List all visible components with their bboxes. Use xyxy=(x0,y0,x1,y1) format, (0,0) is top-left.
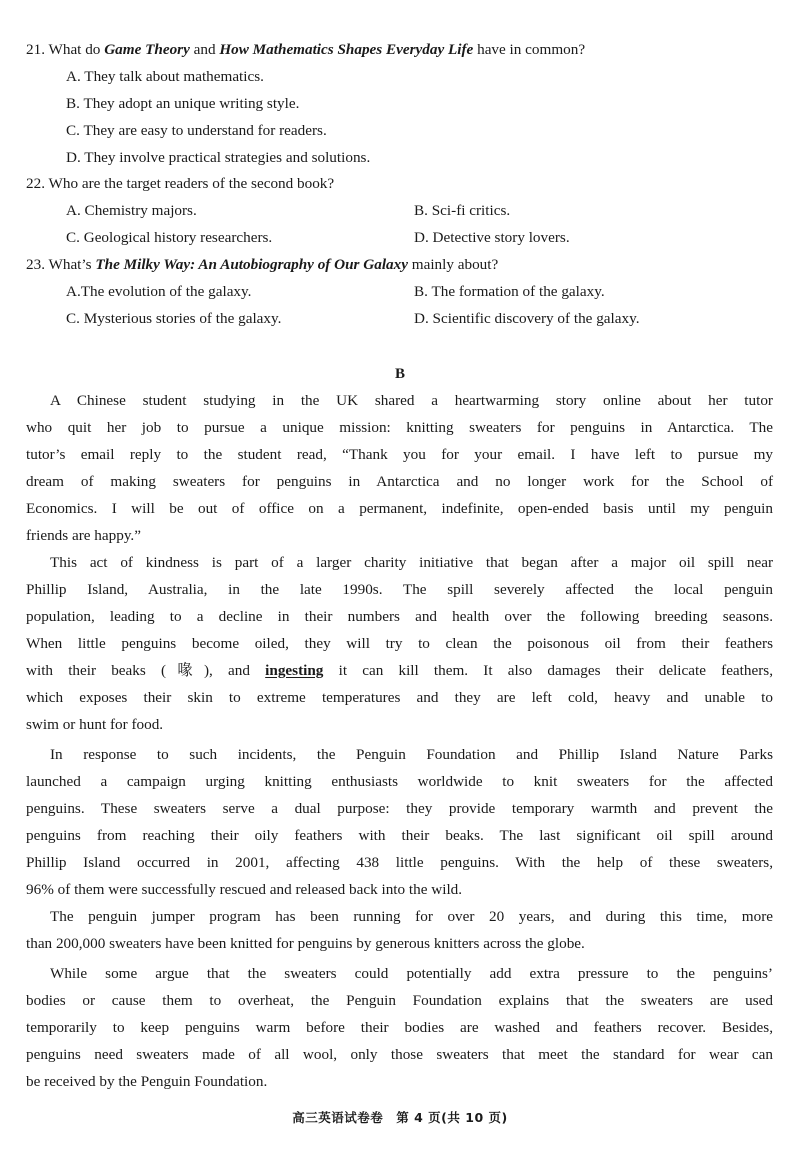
book-title-game-theory: Game Theory xyxy=(104,41,190,58)
stem-text: Who are the target readers of the second book? xyxy=(48,175,335,192)
book-title-how-mathematics: How Mathematics Shapes Everyday Life xyxy=(219,41,474,58)
passage-line: Economics. I will be out of office on a permanent, indefinite, open-ended basis until my penguin xyxy=(26,500,773,517)
question-number: 21. xyxy=(26,41,45,58)
passage-line: swim or hunt for food. xyxy=(26,716,164,733)
passage-line xyxy=(26,661,773,681)
passage-line: temporarily to keep penguins warm before their bodies are washed and feathers recover. Besides, xyxy=(26,1019,773,1036)
passage-line: penguins need sweaters made of all wool, only those sweaters that meet the standard for wear can xyxy=(26,1046,773,1063)
question-23-stem xyxy=(26,255,498,275)
question-22-stem xyxy=(26,174,334,194)
page-footer: 高三英语试卷卷 第 4 页(共 10 页) xyxy=(292,1110,508,1125)
passage-line: The penguin jumper program has been running for over 20 years, and during this time, more xyxy=(50,908,773,925)
stem-text: mainly about? xyxy=(407,256,499,273)
passage-line: When little penguins become oiled, they will try to clean the poisonous oil from their feathers xyxy=(26,635,773,652)
question-23-option-a: A.The evolution of the galaxy. xyxy=(66,283,252,300)
passage-line: than 200,000 sweaters have been knitted for penguins by generous knitters across the globe. xyxy=(26,935,585,952)
passage-line: In response to such incidents, the Penguin Foundation and Phillip Island Nature Parks xyxy=(50,746,773,763)
question-22-option-a: A. Chemistry majors. xyxy=(66,202,197,219)
question-21-option-c: C. They are easy to understand for readers. xyxy=(66,122,327,139)
question-23-option-d: D. Scientific discovery of the galaxy. xyxy=(414,310,640,327)
passage-line: dream of making sweaters for penguins in Antarctica and no longer work for the School of xyxy=(26,473,773,490)
passage-line: 96% of them were successfully rescued and released back into the wild. xyxy=(26,881,463,898)
passage-line: who quit her job to pursue a unique mission: knitting sweaters for penguins in Antarctica. The xyxy=(26,419,773,436)
passage-line: Phillip Island, Australia, in the late 1990s. The spill severely affected the local penguin xyxy=(26,581,773,598)
passage-line: While some argue that the sweaters could potentially add extra pressure to the penguins’ xyxy=(50,965,773,982)
underlined-word-ingesting: ingesting xyxy=(265,662,324,679)
passage-text: it can kill them. It also damages their delicate feathers, xyxy=(323,662,773,679)
passage-line: This act of kindness is part of a larger charity initiative that began after a major oil spill near xyxy=(50,554,773,571)
passage-line: A Chinese student studying in the UK shared a heartwarming story online about her tutor xyxy=(50,392,773,409)
question-number: 23. xyxy=(26,256,45,273)
passage-line: which exposes their skin to extreme temperatures and they are left cold, heavy and unable to xyxy=(26,689,773,706)
passage-text: with their beaks (喙), and xyxy=(26,662,266,679)
question-number: 22. xyxy=(26,175,45,192)
stem-text: and xyxy=(189,41,220,58)
passage-line: friends are happy.” xyxy=(26,527,141,544)
book-title-milky-way: The Milky Way: An Autobiography of Our Galaxy xyxy=(95,256,408,273)
question-21-option-b: B. They adopt an unique writing style. xyxy=(66,95,300,112)
passage-line: population, leading to a decline in their numbers and health over the following breeding seasons. xyxy=(26,608,773,625)
passage-line: penguins. These sweaters serve a dual purpose: they provide temporary warmth and prevent the xyxy=(26,800,773,817)
stem-text: What do xyxy=(48,41,105,58)
question-22-option-c: C. Geological history researchers. xyxy=(66,229,273,246)
passage-line: tutor’s email reply to the student read, “Thank you for your email. I have left to pursue my xyxy=(26,446,773,463)
passage-line: Phillip Island occurred in 2001, affecting 438 little penguins. With the help of these sweaters, xyxy=(26,854,773,871)
question-21-option-a: A. They talk about mathematics. xyxy=(66,68,264,85)
passage-line: penguins from reaching their oily feathers with their beaks. The last significant oil spill around xyxy=(26,827,773,844)
passage-line: be received by the Penguin Foundation. xyxy=(26,1073,268,1090)
passage-line: bodies or cause them to overheat, the Penguin Foundation explains that the sweaters are used xyxy=(26,992,773,1009)
question-22-option-b: B. Sci-fi critics. xyxy=(414,202,511,219)
question-21-stem xyxy=(26,40,585,60)
question-22-option-d: D. Detective story lovers. xyxy=(414,229,570,246)
question-21-option-d: D. They involve practical strategies and solutions. xyxy=(66,149,371,166)
stem-text: have in common? xyxy=(473,41,586,58)
question-23-option-c: C. Mysterious stories of the galaxy. xyxy=(66,310,282,327)
stem-text: What’s xyxy=(48,256,96,273)
section-heading-b: B xyxy=(394,366,405,382)
passage-line: launched a campaign urging knitting enthusiasts worldwide to knit sweaters for the affected xyxy=(26,773,773,790)
question-23-option-b: B. The formation of the galaxy. xyxy=(414,283,605,300)
